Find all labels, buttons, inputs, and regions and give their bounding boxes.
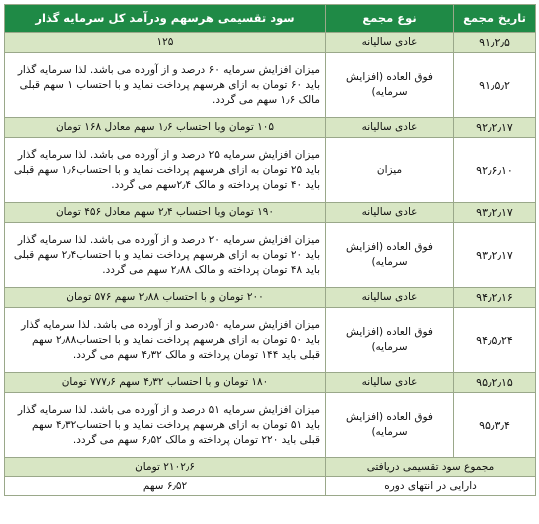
- cell-date: ۹۱٫۲٫۵: [454, 33, 536, 53]
- cell-desc: ۱۸۰ تومان و با احتساب ۴٫۳۲ سهم ۷۷۷٫۶ تومان: [5, 373, 326, 393]
- cell-date: ۹۲٫۲٫۱۷: [454, 118, 536, 138]
- cell-desc: میزان افزایش سرمایه ۲۰ درصد و از آورده می باشد. لذا سرمایه گذار باید ۲۰ تومان به ازای هرسهم پرداخت نماید و با احتساب۲٫۴ سهم قبلی باید ۴۸ تومان پرداخته و مالک ۲٫۸۸ سهم می گردد.: [5, 223, 326, 288]
- cell-date: ۹۱٫۵٫۲: [454, 53, 536, 118]
- table-row: [5, 33, 536, 53]
- summary-label: مجموع سود تقسیمی دریافتی: [326, 458, 536, 477]
- cell-type: فوق العاده (افزایش سرمایه): [326, 53, 454, 118]
- cell-desc: ۱۲۵: [5, 33, 326, 53]
- cell-date: ۹۵٫۳٫۴: [454, 393, 536, 458]
- table-row: [5, 53, 536, 118]
- cell-desc: میزان افزایش سرمایه ۶۰ درصد و از آورده می باشد. لذا سرمایه گذار باید ۶۰ تومان به ازای هرسهم پرداخت نماید و با احتساب ۱ سهم قبلی مالک ۱٫۶ سهم می گردد.: [5, 53, 326, 118]
- cell-date: ۹۲٫۶٫۱۰: [454, 138, 536, 203]
- summary-label: دارایی در انتهای دوره: [326, 477, 536, 496]
- cell-desc: ۲۰۰ تومان و با احتساب ۲٫۸۸ سهم ۵۷۶ تومان: [5, 288, 326, 308]
- cell-desc: میزان افزایش سرمایه ۵۰درصد و از آورده می باشد. لذا سرمایه گذار باید ۵۰ تومان به ازای هرسهم پرداخت نماید و با احتساب۲٫۸۸ سهم قبلی باید ۱۴۴ تومان پرداخته و مالک ۴٫۳۲ سهم می گردد.: [5, 308, 326, 373]
- header-date: تاریخ مجمع: [454, 5, 536, 33]
- header-type: نوع مجمع: [326, 5, 454, 33]
- cell-type: فوق العاده (افزایش سرمایه): [326, 223, 454, 288]
- table-row: [5, 223, 536, 288]
- cell-desc: ۱۹۰ تومان وبا احتساب ۲٫۴ سهم معادل ۴۵۶ تومان: [5, 203, 326, 223]
- table-row: [5, 203, 536, 223]
- cell-date: ۹۵٫۲٫۱۵: [454, 373, 536, 393]
- dividend-table: [4, 4, 536, 496]
- table-row: [5, 138, 536, 203]
- cell-type: عادی سالیانه: [326, 288, 454, 308]
- dividend-table-container: [4, 4, 536, 496]
- table-header-row: [5, 5, 536, 33]
- cell-type: میزان: [326, 138, 454, 203]
- cell-date: ۹۳٫۲٫۱۷: [454, 223, 536, 288]
- cell-desc: ۱۰۵ تومان وبا احتساب ۱٫۶ سهم معادل ۱۶۸ تومان: [5, 118, 326, 138]
- cell-date: ۹۳٫۲٫۱۷: [454, 203, 536, 223]
- cell-type: عادی سالیانه: [326, 373, 454, 393]
- table-row: [5, 393, 536, 458]
- cell-type: عادی سالیانه: [326, 33, 454, 53]
- summary-row-final-assets: [5, 477, 536, 496]
- header-desc: سود تقسیمی هرسهم ودرآمد کل سرمایه گذار: [5, 5, 326, 33]
- cell-type: فوق العاده (افزایش سرمایه): [326, 308, 454, 373]
- summary-row-total-dividend: [5, 458, 536, 477]
- summary-value: ۶٫۵۲ سهم: [5, 477, 326, 496]
- table-row: [5, 288, 536, 308]
- cell-type: فوق العاده (افزایش سرمایه): [326, 393, 454, 458]
- table-row: [5, 308, 536, 373]
- cell-type: عادی سالیانه: [326, 203, 454, 223]
- cell-date: ۹۴٫۵٫۲۴: [454, 308, 536, 373]
- table-row: [5, 373, 536, 393]
- cell-date: ۹۴٫۲٫۱۶: [454, 288, 536, 308]
- summary-value: ۲۱۰۲٫۶ تومان: [5, 458, 326, 477]
- cell-desc: میزان افزایش سرمایه ۵۱ درصد و از آورده می باشد. لذا سرمایه گذار باید ۵۱ تومان به ازای هرسهم پرداخت نماید و با احتساب۴٫۳۲ سهم قبلی باید ۲۲۰ تومان پرداخته و مالک ۶٫۵۲ سهم می گردد.: [5, 393, 326, 458]
- cell-type: عادی سالیانه: [326, 118, 454, 138]
- cell-desc: میزان افزایش سرمایه ۲۵ درصد و از آورده می باشد. لذا سرمایه گذار باید ۲۵ تومان به ازای هرسهم پرداخت نماید و با احتساب۱٫۶ سهم قبلی باید ۴۰ تومان پرداخته و مالک ۲٫۴سهم می گردد.: [5, 138, 326, 203]
- table-row: [5, 118, 536, 138]
